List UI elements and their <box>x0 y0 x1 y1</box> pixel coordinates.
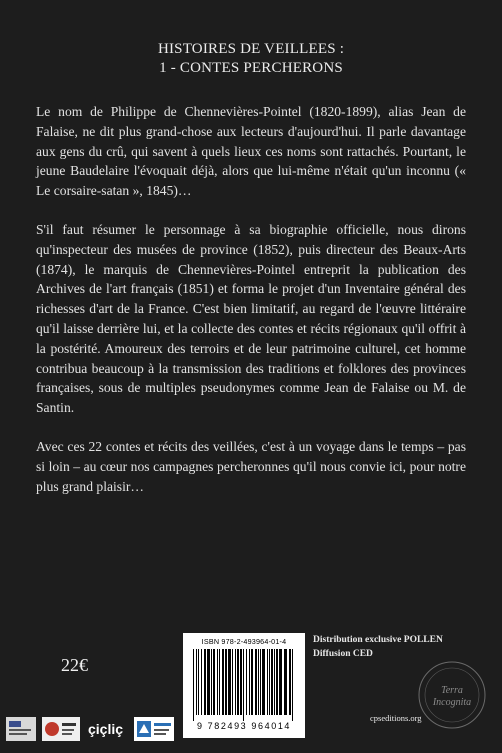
stamp-line-1: Terra <box>441 685 463 696</box>
stamp-line-2: Incognita <box>432 697 472 708</box>
region-centre-logo-icon <box>42 717 80 741</box>
publisher-website: cpseditions.org <box>370 713 422 723</box>
centre-val-de-loire-logo-icon <box>134 717 174 741</box>
isbn-text: ISBN 978-2-493964-01-4 <box>201 637 287 646</box>
blurb-paragraph-3: Avec ces 22 contes et récits des veillées, c'est à un voyage dans le temps – pas si loin – au cœur nos campagnes percheronnes qu'il nous convie ici, pour notre plus grand plaisir… <box>36 438 466 494</box>
title-line-2: 1 - CONTES PERCHERONS <box>159 60 343 76</box>
barcode-panel <box>183 633 305 738</box>
barcode-icon <box>191 649 297 721</box>
blurb-text <box>36 102 466 515</box>
back-cover-title <box>0 40 502 78</box>
blurb-paragraph-1: Le nom de Philippe de Chennevières-Pointel (1820-1899), alias Jean de Falaise, ne dit plus grand-chose aux lecteurs d'aujourd'hui. Il parle davantage aux gens du crû, qui savent à quels lieux ces noms sont rattachés. Pourtant, le jeune Baudelaire l'évoquait déjà, alors que lui-même n'était qu'un inconnu (« Le corsaire-satan », 1845)… <box>36 104 466 199</box>
region-logo-icon <box>6 717 36 741</box>
blurb-paragraph-2: S'il faut résumer le personnage à sa biographie officielle, nous dirons qu'inspecteur des musées de province (1852), puis directeur des Beaux-Arts (1874), le marquis de Chennevières-Pointel entreprit la publication des Archives de l'art français (1851) et forma le projet d'un Inventaire général des richesses d'art de la France. C'est bien limitatif, au regard de l'œuvre littéraire qu'il laisse derrière lui, et la collecte des contes et récits régionaux qu'il offrit à la postérité. Amoureux des terroirs et de leur patrimoine culturel, cet homme contribua beaucoup à la transmission des traditions et folklores des provinces françaises, sous de multiples pseudonymes comme Jean de Falaise ou M. de Santin. <box>36 221 466 416</box>
distribution-line-2: Diffusion CED <box>313 649 373 659</box>
distribution-line-1: Distribution exclusive POLLEN <box>313 635 443 645</box>
price-label: 22€ <box>61 655 88 675</box>
ciclic-logo: çiçliç <box>88 721 124 737</box>
title-line-1: HISTOIRES DE VEILLEES : <box>157 41 345 57</box>
terra-incognita-stamp-icon <box>417 660 487 730</box>
distribution-info <box>313 633 443 661</box>
barcode-number: 9 782493 964014 <box>196 721 292 731</box>
